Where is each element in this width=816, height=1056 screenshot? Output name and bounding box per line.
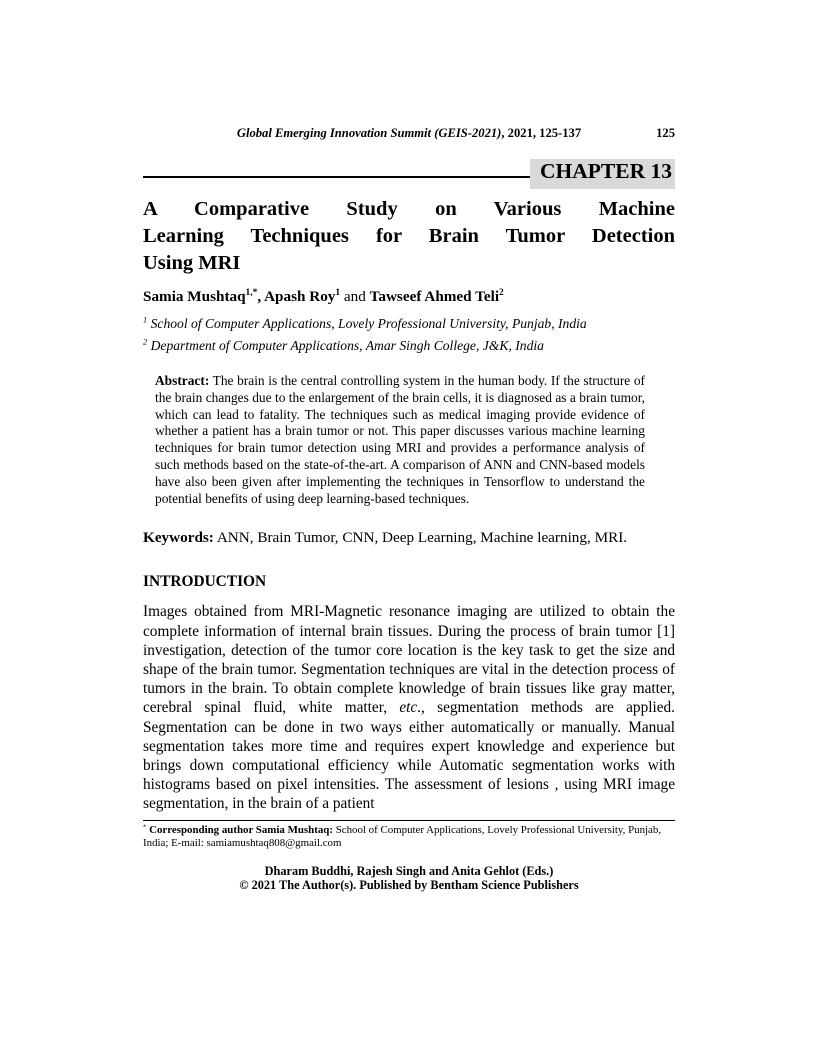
running-header [143,126,675,143]
keywords-text: ANN, Brain Tumor, CNN, Deep Learning, Machine learning, MRI. [213,529,628,547]
page-content [143,126,675,893]
paragraph-text-2: ., segmentation methods are applied. Segmentation can be done in two ways either automatically or manually. Manual segmentation takes more time and requires expert knowledge and experience but brings down computational efficiency while Automatic segmentation works with histograms based on pixel intensities. The assessment of lesions , using MRI image segmentation, in the brain of a patient [143,699,675,813]
title-line-3: Using MRI [143,252,241,274]
book-footer [143,864,675,893]
affiliation-2 [143,335,675,357]
author-3-name: Tawseef Ahmed Teli [369,288,500,305]
title-line-2: Learning Techniques for Brain Tumor Detection [143,225,675,247]
author-2-name: Apash Roy [264,288,336,305]
editors-line: Dharam Buddhi, Rajesh Singh and Anita Gehlot (Eds.) [264,863,554,878]
author-2-superscript: 1 [335,287,341,298]
affiliation-1-marker: 1 [143,314,148,325]
journal-reference: Global Emerging Innovation Summit (GEIS-2021) [236,126,502,140]
affiliation-2-text: Department of Computer Applications, Amar Singh College, J&K, India [147,337,544,353]
journal-reference-suffix: , 2021, 125-137 [501,126,582,140]
affiliation-1-text: School of Computer Applications, Lovely Professional University, Punjab, India [147,316,587,331]
author-3-superscript: 2 [499,287,504,298]
affiliation-2-marker: 2 [143,335,148,346]
chapter-divider-rule [143,152,675,183]
footnote-divider-rule [143,820,675,821]
chapter-badge: CHAPTER 13 [530,159,675,189]
copyright-line: © 2021 The Author(s). Published by Bentham Science Publishers [239,878,579,893]
keywords-block [143,529,675,547]
title-line-1: A Comparative Study on Various Machine [143,198,675,220]
footnote-text: School of Computer Applications, Lovely Professional University, Punjab, India; E-mail: samiamushtaq808@gmail.com [143,823,662,850]
affiliations [143,313,675,356]
introduction-paragraph [143,602,675,813]
footnote-asterisk: * [143,822,147,830]
paragraph-etc-italic: etc [399,699,418,717]
abstract-label: Abstract: [155,373,210,388]
chapter-title [143,196,675,277]
author-list [143,288,675,306]
author-1-superscript: 1,* [245,287,258,298]
author-conjunction: and [340,288,370,305]
page-number: 125 [656,126,675,140]
keywords-label: Keywords: [143,529,214,547]
affiliation-1 [143,313,675,335]
author-1-name: Samia Mushtaq [143,288,246,305]
abstract-block [155,373,645,507]
author-separator: , [257,288,265,305]
footnote-label: Corresponding author Samia Mushtaq: [146,823,333,836]
corresponding-author-footnote [143,824,675,851]
introduction-heading: INTRODUCTION [143,573,267,591]
abstract-text: The brain is the central controlling system in the human body. If the structure of the brain changes due to the enlargement of the brain cells, it is diagnosed as a brain tumor, which can lead to fatality. The techniques such as medical imaging provide evidence of whether a patient has a brain tumor or not. This paper discusses various machine learning techniques for brain tumor detection using MRI and provides a performance analysis of such methods based on the state-of-the-art. A comparison of ANN and CNN-based models have also been given after implementing the techniques in Tensorflow to understand the potential benefits of using deep learning-based techniques. [155,373,645,506]
paragraph-text-1: Images obtained from MRI-Magnetic resonance imaging are utilized to obtain the complete information of internal brain tissues. During the process of brain tumor [1] investigation, detection of the tumor core location is the key task to get the size and shape of the brain tumor. Segmentation techniques are vital in the detection process of tumors in the brain. To obtain complete knowledge of brain tissues like gray matter, cerebral spinal fluid, white matter, [143,603,675,717]
